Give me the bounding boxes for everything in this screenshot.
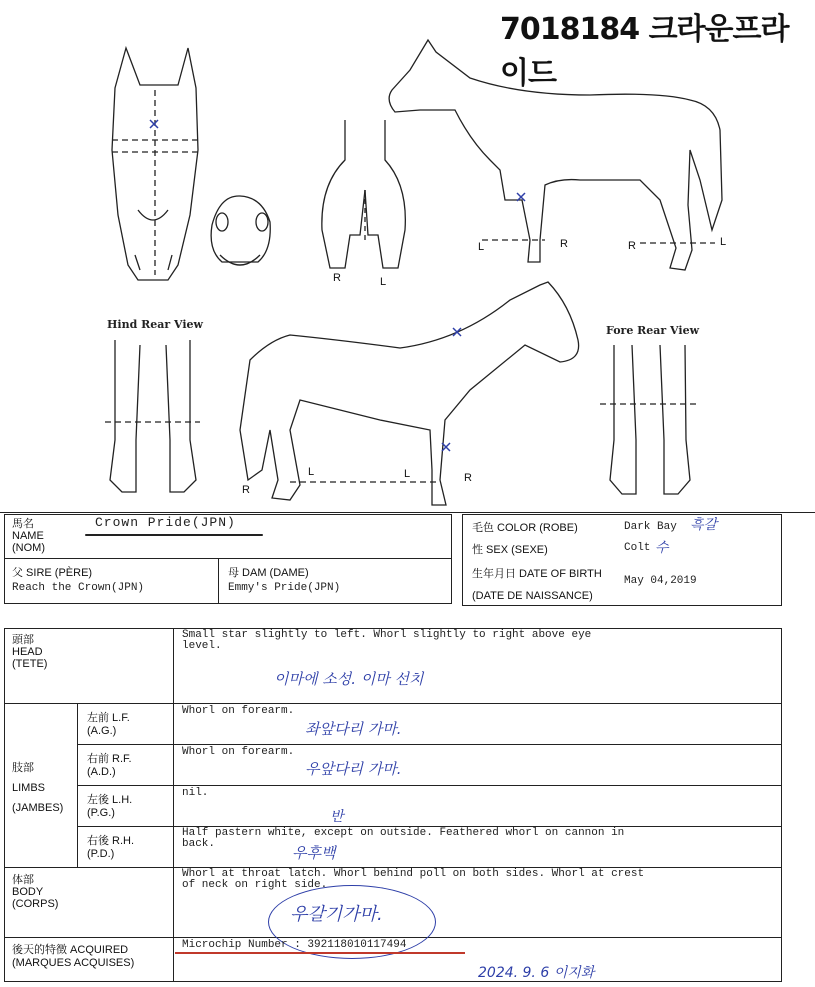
microchip-text: Microchip Number : 392118010117494 [182,939,407,951]
limbs-label-jp: 肢部 [12,762,34,774]
letter-l: L [478,241,485,253]
limb-lf-note: 좌앞다리 가마. [305,720,402,738]
letter-r: R [560,238,568,250]
letter-l: L [720,236,727,248]
head-text: Small star slightly to left. Whorl slightly to right above eye level. [182,629,592,652]
limbs-label-en: LIMBS [12,782,46,794]
fore-rear-view-title: Fore Rear View [606,324,700,337]
dam-value: Emmy's Pride(JPN) [228,582,341,594]
letter-l: L [404,468,411,480]
head-label-jp: 頭部 [12,634,34,646]
letter-l: L [308,466,315,478]
color-label: 毛色 COLOR (ROBE) [472,522,578,534]
limb-rh-text: Half pastern white, except on outside. Feathered whorl on cannon in back. [182,827,625,850]
limb-lh-code: 左後 L.H. [87,794,133,806]
color-value: Dark Bay [624,521,677,533]
signature-note: 2024. 9. 6 이지화 [478,965,595,981]
head-front-diagram [112,48,198,280]
limb-lf-code-fr: (A.G.) [87,725,117,737]
muzzle-diagram [211,196,270,265]
limb-lf-code: 左前 L.F. [87,712,130,724]
limbs-label-fr: (JAMBES) [12,802,64,814]
head-note: 이마에 소성. 이마 선치 [274,670,424,688]
letter-l: L [380,276,387,288]
body-label-jp: 体部 [12,874,34,886]
color-note: 흑갈 [690,517,718,533]
dam-label: 母 DAM (DAME) [228,567,309,579]
letter-r: R [628,240,636,252]
limb-rh-code: 右後 R.H. [87,835,135,847]
sex-value: Colt [624,542,651,554]
sire-value: Reach the Crown(JPN) [12,582,145,594]
fore-rear-diagram [600,345,700,494]
chest-front-diagram [322,120,405,268]
name-label-en: NAME [12,530,44,542]
limb-lh-code-fr: (P.G.) [87,807,115,819]
body-label-fr: (CORPS) [12,898,59,910]
microchip-underline [175,952,465,954]
limb-rf-note: 우앞다리 가마. [305,760,402,778]
letter-r: R [242,484,250,496]
name-underline [85,534,263,536]
head-label-fr: (TETE) [12,658,48,670]
letter-r: R [333,272,341,284]
limb-rf-code-fr: (A.D.) [87,766,116,778]
hind-rear-diagram [105,340,200,492]
sex-note: 수 [655,540,669,556]
name-label-jp: 馬名 [12,518,34,530]
body-note: 우갈기가마. [290,904,383,925]
acquired-label: 後天的特徴 ACQUIRED [12,944,129,956]
head-label-en: HEAD [12,646,43,658]
sex-label: 性 SEX (SEXE) [472,544,548,556]
limb-rh-note-top: 반 [330,809,344,825]
sire-label: 父 SIRE (PÈRE) [12,567,93,579]
limb-rh-code-fr: (P.D.) [87,848,115,860]
body-label-en: BODY [12,886,44,898]
name-label-fr: (NOM) [12,542,45,554]
letter-r: R [464,472,472,484]
registration-handwriting: 7018184 크라운프라이드 [500,12,789,91]
acquired-label-fr: (MARQUES ACQUISES) [12,957,135,969]
horse-side-diagram-top [389,40,722,270]
hind-rear-view-title: Hind Rear View [107,318,203,331]
dob-value: May 04,2019 [624,575,697,587]
limb-lh-text: nil. [182,787,209,799]
dob-label: 生年月日 DATE OF BIRTH [472,568,602,580]
body-text: Whorl at throat latch. Whorl behind poll on both sides. Whorl at crest of neck on right side. [182,868,645,891]
horse-name: Crown Pride(JPN) [95,515,236,530]
limb-lf-text: Whorl on forearm. [182,705,295,717]
limb-rf-text: Whorl on forearm. [182,746,295,758]
limb-rf-code: 右前 R.F. [87,753,132,765]
dob-label-fr: (DATE DE NAISSANCE) [472,590,593,602]
limb-rh-note: 우후백 [292,844,336,862]
